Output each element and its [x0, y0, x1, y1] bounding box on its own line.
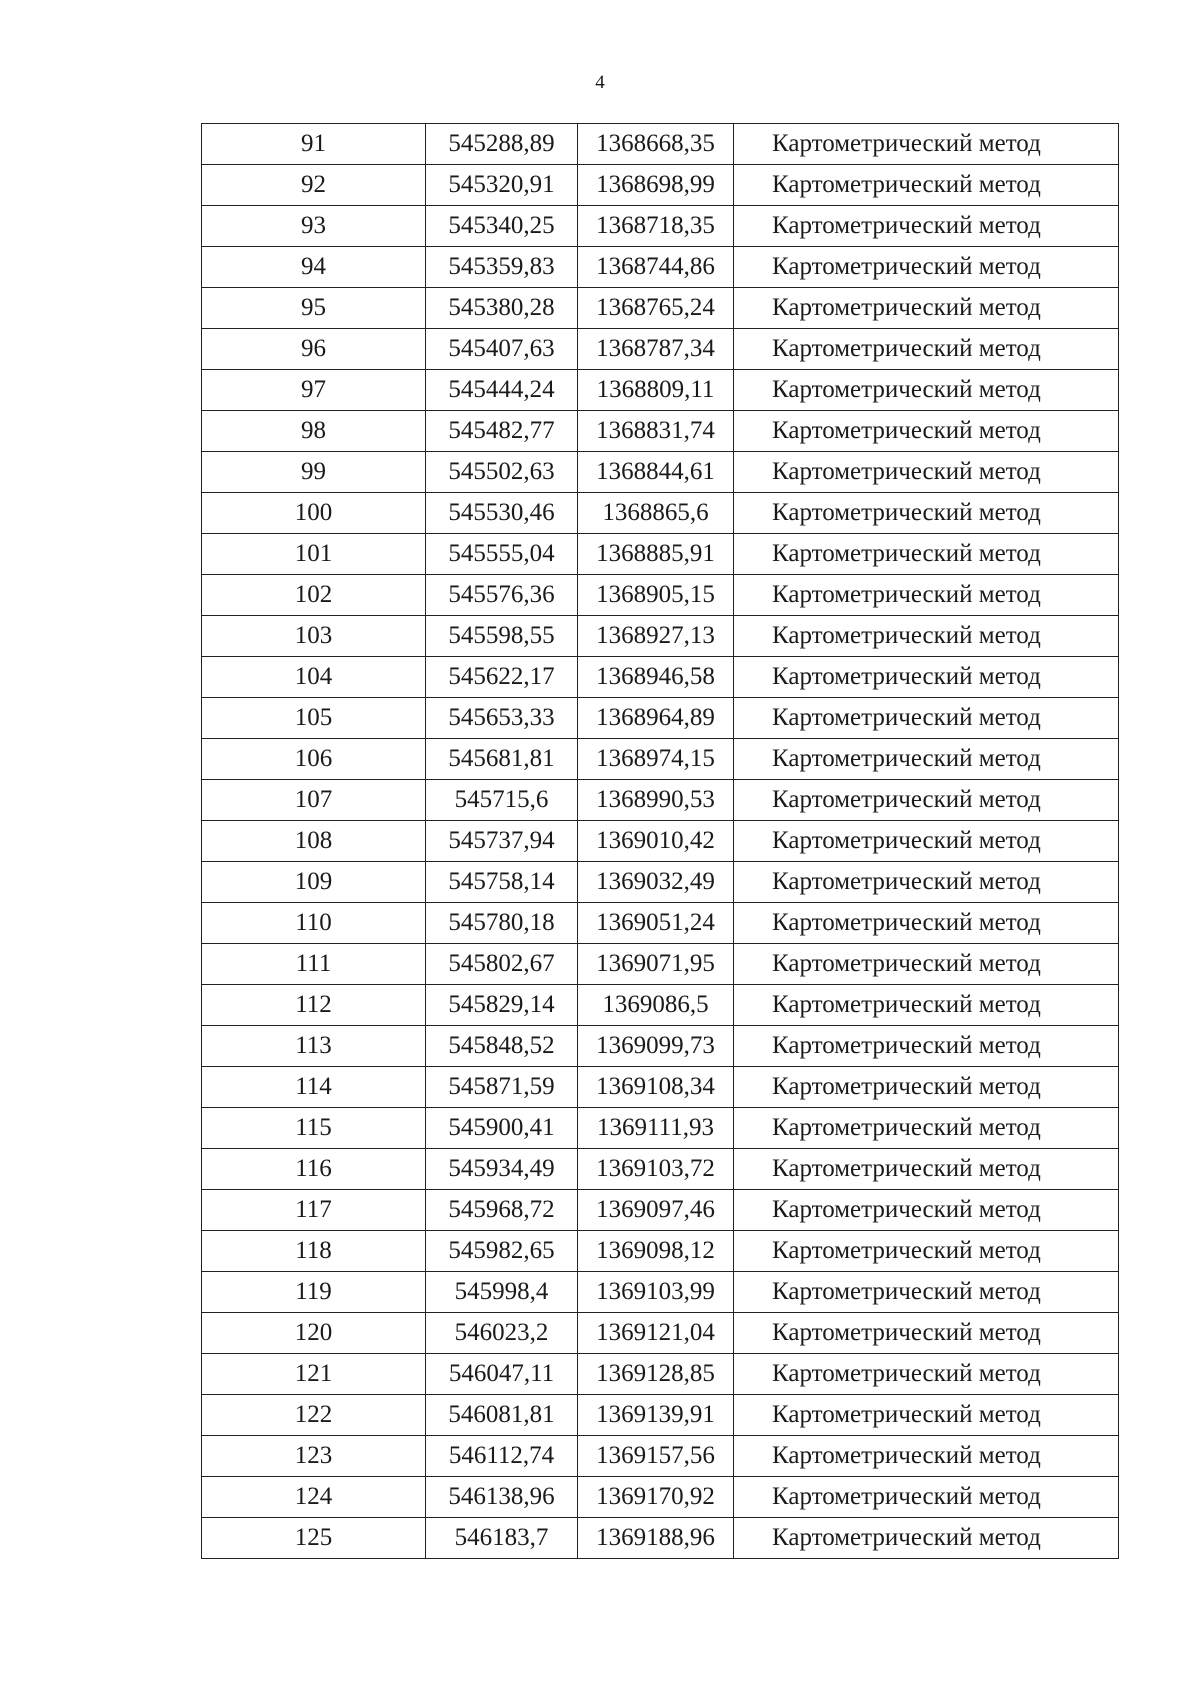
table-row: [202, 1436, 1119, 1477]
table-row: [202, 165, 1119, 206]
method-cell: Картометрический метод: [734, 165, 1119, 206]
x-coordinate-cell: 545320,91: [426, 165, 578, 206]
y-coordinate-cell: 1368844,61: [578, 452, 734, 493]
point-number-cell: 105: [202, 698, 426, 739]
point-number-cell: 96: [202, 329, 426, 370]
method-cell: Картометрический метод: [734, 1436, 1119, 1477]
method-cell: Картометрический метод: [734, 698, 1119, 739]
y-coordinate-cell: 1369139,91: [578, 1395, 734, 1436]
table-row: [202, 575, 1119, 616]
point-number-cell: 109: [202, 862, 426, 903]
y-coordinate-cell: 1369099,73: [578, 1026, 734, 1067]
y-coordinate-cell: 1368905,15: [578, 575, 734, 616]
point-number-cell: 112: [202, 985, 426, 1026]
x-coordinate-cell: 546081,81: [426, 1395, 578, 1436]
x-coordinate-cell: 545871,59: [426, 1067, 578, 1108]
table-row: [202, 780, 1119, 821]
y-coordinate-cell: 1369111,93: [578, 1108, 734, 1149]
table-row: [202, 534, 1119, 575]
point-number-cell: 91: [202, 124, 426, 165]
method-cell: Картометрический метод: [734, 739, 1119, 780]
table-row: [202, 329, 1119, 370]
point-number-cell: 124: [202, 1477, 426, 1518]
method-cell: Картометрический метод: [734, 821, 1119, 862]
point-number-cell: 99: [202, 452, 426, 493]
y-coordinate-cell: 1369170,92: [578, 1477, 734, 1518]
x-coordinate-cell: 545555,04: [426, 534, 578, 575]
table-row: [202, 698, 1119, 739]
point-number-cell: 101: [202, 534, 426, 575]
method-cell: Картометрический метод: [734, 206, 1119, 247]
point-number-cell: 104: [202, 657, 426, 698]
point-number-cell: 119: [202, 1272, 426, 1313]
method-cell: Картометрический метод: [734, 493, 1119, 534]
method-cell: Картометрический метод: [734, 370, 1119, 411]
point-number-cell: 114: [202, 1067, 426, 1108]
table-row: [202, 903, 1119, 944]
y-coordinate-cell: 1368698,99: [578, 165, 734, 206]
method-cell: Картометрический метод: [734, 1108, 1119, 1149]
point-number-cell: 120: [202, 1313, 426, 1354]
y-coordinate-cell: 1368927,13: [578, 616, 734, 657]
table-row: [202, 821, 1119, 862]
y-coordinate-cell: 1369032,49: [578, 862, 734, 903]
point-number-cell: 121: [202, 1354, 426, 1395]
point-number-cell: 100: [202, 493, 426, 534]
y-coordinate-cell: 1368809,11: [578, 370, 734, 411]
method-cell: Картометрический метод: [734, 903, 1119, 944]
y-coordinate-cell: 1368668,35: [578, 124, 734, 165]
y-coordinate-cell: 1368865,6: [578, 493, 734, 534]
x-coordinate-cell: 545482,77: [426, 411, 578, 452]
y-coordinate-cell: 1368885,91: [578, 534, 734, 575]
x-coordinate-cell: 545737,94: [426, 821, 578, 862]
method-cell: Картометрический метод: [734, 616, 1119, 657]
x-coordinate-cell: 545598,55: [426, 616, 578, 657]
table-row: [202, 1026, 1119, 1067]
method-cell: Картометрический метод: [734, 1190, 1119, 1231]
y-coordinate-cell: 1368765,24: [578, 288, 734, 329]
method-cell: Картометрический метод: [734, 1149, 1119, 1190]
x-coordinate-cell: 545380,28: [426, 288, 578, 329]
y-coordinate-cell: 1369051,24: [578, 903, 734, 944]
y-coordinate-cell: 1368974,15: [578, 739, 734, 780]
x-coordinate-cell: 545758,14: [426, 862, 578, 903]
method-cell: Картометрический метод: [734, 452, 1119, 493]
x-coordinate-cell: 545407,63: [426, 329, 578, 370]
y-coordinate-cell: 1368744,86: [578, 247, 734, 288]
table-row: [202, 493, 1119, 534]
method-cell: Картометрический метод: [734, 1354, 1119, 1395]
method-cell: Картометрический метод: [734, 575, 1119, 616]
table-row: [202, 944, 1119, 985]
x-coordinate-cell: 545576,36: [426, 575, 578, 616]
table-row: [202, 247, 1119, 288]
table-row: [202, 1190, 1119, 1231]
point-number-cell: 115: [202, 1108, 426, 1149]
method-cell: Картометрический метод: [734, 1313, 1119, 1354]
table-row: [202, 739, 1119, 780]
method-cell: Картометрический метод: [734, 329, 1119, 370]
point-number-cell: 113: [202, 1026, 426, 1067]
point-number-cell: 116: [202, 1149, 426, 1190]
y-coordinate-cell: 1369121,04: [578, 1313, 734, 1354]
y-coordinate-cell: 1369086,5: [578, 985, 734, 1026]
table-row: [202, 985, 1119, 1026]
method-cell: Картометрический метод: [734, 1518, 1119, 1559]
table-row: [202, 124, 1119, 165]
y-coordinate-cell: 1369071,95: [578, 944, 734, 985]
method-cell: Картометрический метод: [734, 657, 1119, 698]
point-number-cell: 118: [202, 1231, 426, 1272]
y-coordinate-cell: 1368831,74: [578, 411, 734, 452]
x-coordinate-cell: 546023,2: [426, 1313, 578, 1354]
x-coordinate-cell: 545848,52: [426, 1026, 578, 1067]
x-coordinate-cell: 546112,74: [426, 1436, 578, 1477]
x-coordinate-cell: 545900,41: [426, 1108, 578, 1149]
point-number-cell: 94: [202, 247, 426, 288]
y-coordinate-cell: 1368964,89: [578, 698, 734, 739]
point-number-cell: 103: [202, 616, 426, 657]
y-coordinate-cell: 1369157,56: [578, 1436, 734, 1477]
coordinates-table-body: [202, 124, 1119, 1559]
x-coordinate-cell: 545288,89: [426, 124, 578, 165]
table-row: [202, 452, 1119, 493]
x-coordinate-cell: 545444,24: [426, 370, 578, 411]
table-row: [202, 1149, 1119, 1190]
method-cell: Картометрический метод: [734, 124, 1119, 165]
y-coordinate-cell: 1368787,34: [578, 329, 734, 370]
point-number-cell: 111: [202, 944, 426, 985]
y-coordinate-cell: 1368946,58: [578, 657, 734, 698]
y-coordinate-cell: 1369108,34: [578, 1067, 734, 1108]
x-coordinate-cell: 546183,7: [426, 1518, 578, 1559]
y-coordinate-cell: 1369188,96: [578, 1518, 734, 1559]
table-row: [202, 1518, 1119, 1559]
y-coordinate-cell: 1369103,72: [578, 1149, 734, 1190]
method-cell: Картометрический метод: [734, 1231, 1119, 1272]
method-cell: Картометрический метод: [734, 247, 1119, 288]
x-coordinate-cell: 545530,46: [426, 493, 578, 534]
table-row: [202, 1272, 1119, 1313]
table-row: [202, 1395, 1119, 1436]
coordinates-table: [201, 123, 1119, 1559]
table-row: [202, 206, 1119, 247]
x-coordinate-cell: 545802,67: [426, 944, 578, 985]
point-number-cell: 108: [202, 821, 426, 862]
table-row: [202, 370, 1119, 411]
point-number-cell: 106: [202, 739, 426, 780]
method-cell: Картометрический метод: [734, 1395, 1119, 1436]
y-coordinate-cell: 1369097,46: [578, 1190, 734, 1231]
method-cell: Картометрический метод: [734, 862, 1119, 903]
table-row: [202, 1231, 1119, 1272]
x-coordinate-cell: 546047,11: [426, 1354, 578, 1395]
x-coordinate-cell: 545968,72: [426, 1190, 578, 1231]
method-cell: Картометрический метод: [734, 944, 1119, 985]
table-row: [202, 1108, 1119, 1149]
method-cell: Картометрический метод: [734, 1272, 1119, 1313]
method-cell: Картометрический метод: [734, 1477, 1119, 1518]
x-coordinate-cell: 545502,63: [426, 452, 578, 493]
point-number-cell: 92: [202, 165, 426, 206]
x-coordinate-cell: 545934,49: [426, 1149, 578, 1190]
table-row: [202, 1354, 1119, 1395]
y-coordinate-cell: 1369010,42: [578, 821, 734, 862]
point-number-cell: 93: [202, 206, 426, 247]
x-coordinate-cell: 545982,65: [426, 1231, 578, 1272]
point-number-cell: 122: [202, 1395, 426, 1436]
x-coordinate-cell: 545780,18: [426, 903, 578, 944]
method-cell: Картометрический метод: [734, 534, 1119, 575]
table-row: [202, 288, 1119, 329]
x-coordinate-cell: 545829,14: [426, 985, 578, 1026]
x-coordinate-cell: 545359,83: [426, 247, 578, 288]
y-coordinate-cell: 1368718,35: [578, 206, 734, 247]
table-row: [202, 1477, 1119, 1518]
method-cell: Картометрический метод: [734, 288, 1119, 329]
point-number-cell: 107: [202, 780, 426, 821]
table-row: [202, 1067, 1119, 1108]
method-cell: Картометрический метод: [734, 985, 1119, 1026]
table-row: [202, 616, 1119, 657]
point-number-cell: 117: [202, 1190, 426, 1231]
y-coordinate-cell: 1369098,12: [578, 1231, 734, 1272]
method-cell: Картометрический метод: [734, 780, 1119, 821]
x-coordinate-cell: 546138,96: [426, 1477, 578, 1518]
point-number-cell: 98: [202, 411, 426, 452]
point-number-cell: 97: [202, 370, 426, 411]
x-coordinate-cell: 545340,25: [426, 206, 578, 247]
point-number-cell: 125: [202, 1518, 426, 1559]
method-cell: Картометрический метод: [734, 1067, 1119, 1108]
x-coordinate-cell: 545681,81: [426, 739, 578, 780]
method-cell: Картометрический метод: [734, 1026, 1119, 1067]
y-coordinate-cell: 1369128,85: [578, 1354, 734, 1395]
table-row: [202, 411, 1119, 452]
x-coordinate-cell: 545622,17: [426, 657, 578, 698]
y-coordinate-cell: 1368990,53: [578, 780, 734, 821]
x-coordinate-cell: 545998,4: [426, 1272, 578, 1313]
point-number-cell: 102: [202, 575, 426, 616]
point-number-cell: 110: [202, 903, 426, 944]
point-number-cell: 123: [202, 1436, 426, 1477]
table-row: [202, 1313, 1119, 1354]
method-cell: Картометрический метод: [734, 411, 1119, 452]
page-number: 4: [595, 72, 605, 93]
point-number-cell: 95: [202, 288, 426, 329]
x-coordinate-cell: 545653,33: [426, 698, 578, 739]
table-row: [202, 657, 1119, 698]
table-row: [202, 862, 1119, 903]
y-coordinate-cell: 1369103,99: [578, 1272, 734, 1313]
x-coordinate-cell: 545715,6: [426, 780, 578, 821]
